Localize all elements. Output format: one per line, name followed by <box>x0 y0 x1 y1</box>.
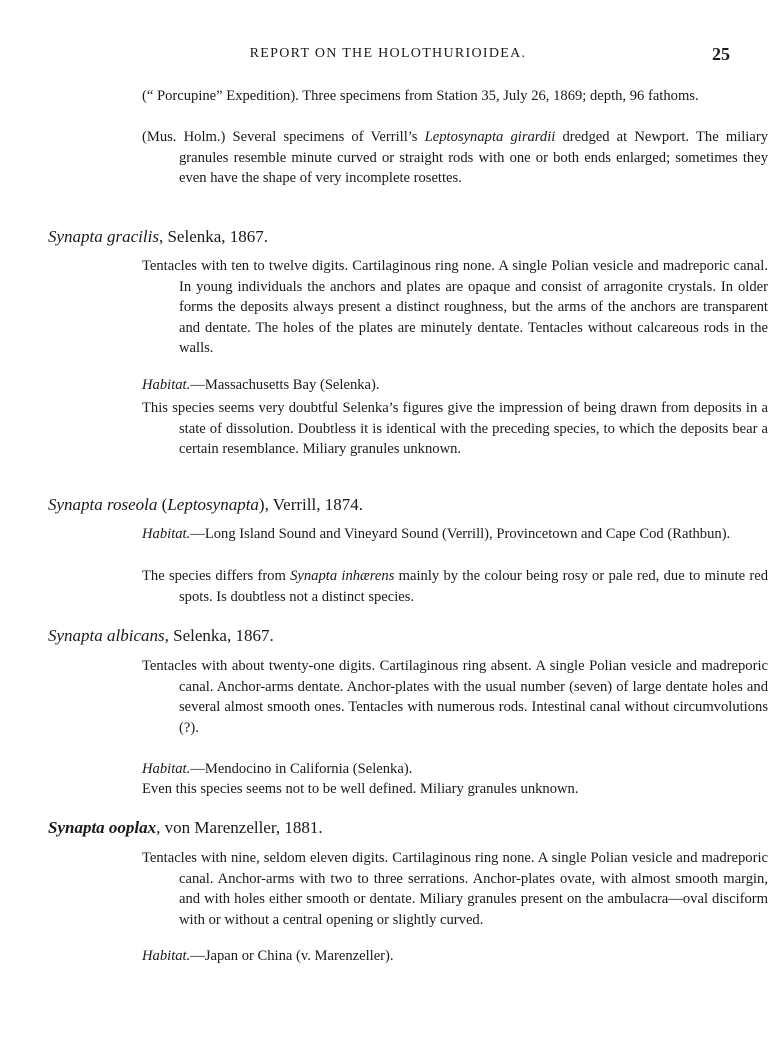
species-heading: Synapta ooplax, von Marenzeller, 1881. <box>48 818 323 837</box>
species-heading: Synapta albicans, Selenka, 1867. <box>48 626 274 645</box>
species-name-inline: Synapta inhærens <box>290 568 395 584</box>
page-number: 25 <box>712 44 730 64</box>
habitat-label: Habitat. <box>142 948 191 964</box>
running-head-title: REPORT ON THE HOLOTHURIOIDEA. <box>249 46 527 61</box>
habitat-label: Habitat. <box>142 377 191 393</box>
species-name: Synapta ooplax <box>48 818 157 837</box>
subgenus-name: Leptosynapta <box>167 495 259 514</box>
habitat-label: Habitat. <box>142 526 191 542</box>
running-head <box>0 44 776 68</box>
habitat-line: Habitat.—Japan or China (v. Marenzeller). <box>142 948 394 964</box>
mus-holm-paragraph: (Mus. Holm.) Several specimens of Verrill’s Leptosynapta girardii dredged at Newport. The miliary granules resemble minute curved or straight rods with one or both ends enlarged; sometimes they even have the shape of very incomplete rosettes. <box>142 129 768 186</box>
species-name-inline: Leptosynapta girardii <box>424 129 556 145</box>
species-name: Synapta albicans <box>48 626 165 645</box>
species-heading: Synapta roseola (Leptosynapta), Verrill, 1874. <box>48 495 363 514</box>
habitat-line: Habitat.—Long Island Sound and Vineyard Sound (Verrill), Provincetown and Cape Cod (Rathbun). <box>142 526 731 542</box>
porcupine-paragraph: (“ Porcupine” Expedition). Three specimens from Station 35, July 26, 1869; depth, 96 fathoms. <box>142 88 699 104</box>
species-name: Synapta roseola <box>48 495 158 514</box>
species-name: Synapta gracilis <box>48 227 159 246</box>
habitat-line: Habitat.—Massachusetts Bay (Selenka). <box>142 377 380 393</box>
habitat-label: Habitat. <box>142 761 191 777</box>
habitat-line: Habitat.—Mendocino in California (Selenka). <box>142 761 413 777</box>
species-remark: The species differs from Synapta inhærens mainly by the colour being rosy or pale red, due to minute red spots. Is doubtless not a distinct species. <box>142 568 768 605</box>
species-remark: Even this species seems not to be well defined. Miliary granules unknown. <box>142 781 579 797</box>
species-description: Tentacles with nine, seldom eleven digits. Cartilaginous ring none. A single Polian vesicle and madreporic canal. Anchor-arms with two to three serrations. Anchor-plates ovate, with almost smooth margin, and with holes either smooth or dentate. Miliary granules present on the ambulacra—oval disciform with or without a central opening or slightly curved. <box>142 850 768 928</box>
species-heading: Synapta gracilis, Selenka, 1867. <box>48 227 269 246</box>
species-description: Tentacles with ten to twelve digits. Cartilaginous ring none. A single Polian vesicle and madreporic canal. In young individuals the anchors and plates are opaque and consist of arragonite crystals. In older forms the deposits always present a distinct roughness, but the arms of the anchors are transparent and dentate. The holes of the plates are minutely dentate. Tentacles without calcareous rods in the walls. <box>142 258 768 356</box>
species-remark: This species seems very doubtful Selenka’s figures give the impression of being drawn from deposits in a state of dissolution. Doubtless it is identical with the preceding species, to which the deposits bear a certain resemblance. Miliary granules unknown. <box>142 400 768 457</box>
species-description: Tentacles with about twenty-one digits. Cartilaginous ring absent. A single Polian vesicle and madreporic canal. Anchor-arms dentate. Anchor-plates with the usual number (seven) of large dentate holes and several almost smooth ones. Tentacles with numerous rods. Intestinal canal without circumvolutions (?). <box>142 658 768 736</box>
